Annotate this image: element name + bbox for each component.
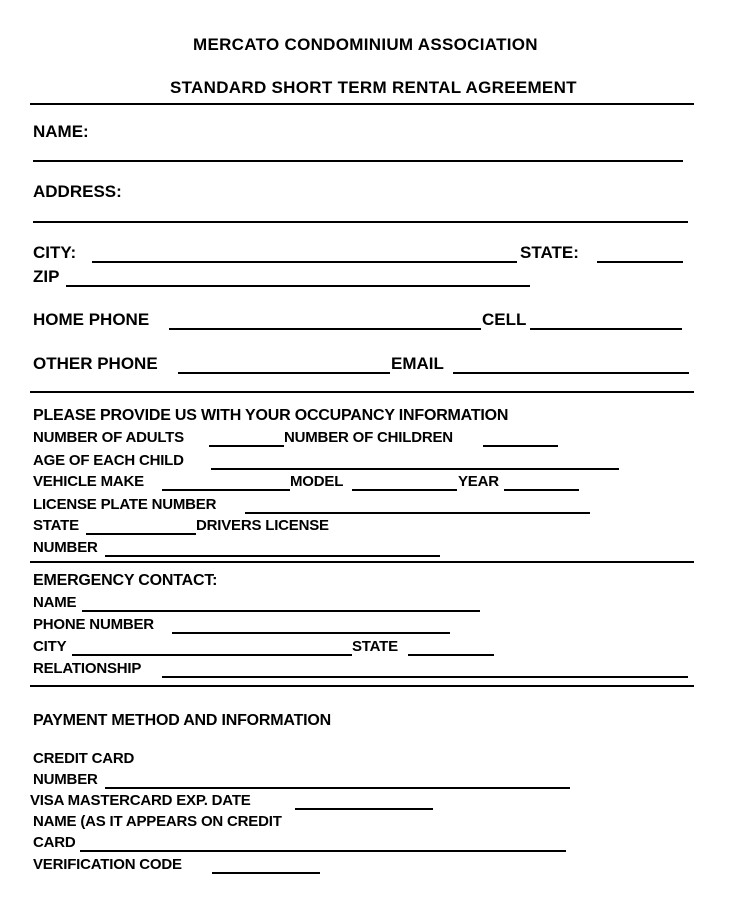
card-number-label: NUMBER bbox=[33, 771, 98, 788]
occupancy-divider bbox=[30, 561, 694, 563]
payment-heading: PAYMENT METHOD AND INFORMATION bbox=[33, 712, 331, 729]
header-divider bbox=[30, 103, 694, 105]
state-field[interactable] bbox=[597, 261, 683, 263]
emergency-divider bbox=[30, 685, 694, 687]
adults-label: NUMBER OF ADULTS bbox=[33, 429, 184, 446]
address-label: ADDRESS: bbox=[33, 182, 122, 201]
adults-field[interactable] bbox=[209, 445, 284, 447]
exp-date-field[interactable] bbox=[295, 808, 433, 810]
year-label: YEAR bbox=[458, 473, 499, 490]
emergency-name-label: NAME bbox=[33, 594, 77, 611]
verification-field[interactable] bbox=[212, 872, 320, 874]
email-label: EMAIL bbox=[391, 354, 444, 373]
age-child-field[interactable] bbox=[211, 468, 619, 470]
license-number-field[interactable] bbox=[105, 555, 440, 557]
name-on-card-field[interactable] bbox=[80, 850, 566, 852]
name-field[interactable] bbox=[33, 160, 683, 162]
vehicle-make-label: VEHICLE MAKE bbox=[33, 473, 144, 490]
verification-label: VERIFICATION CODE bbox=[33, 856, 182, 873]
vehicle-state-field[interactable] bbox=[86, 533, 196, 535]
name-label: NAME: bbox=[33, 122, 89, 141]
children-field[interactable] bbox=[483, 445, 558, 447]
city-label: CITY: bbox=[33, 243, 77, 262]
children-label: NUMBER OF CHILDREN bbox=[284, 429, 453, 446]
plate-label: LICENSE PLATE NUMBER bbox=[33, 496, 217, 513]
state-label: STATE: bbox=[520, 243, 579, 262]
emergency-heading: EMERGENCY CONTACT: bbox=[33, 572, 218, 589]
home-phone-label: HOME PHONE bbox=[33, 310, 150, 329]
contact-divider bbox=[30, 391, 694, 393]
zip-label: ZIP bbox=[33, 267, 60, 286]
visa-mastercard-label: VISA MASTERCARD EXP. DATE bbox=[30, 792, 251, 809]
license-number-label: NUMBER bbox=[33, 539, 98, 556]
name-on-card-label: NAME (AS IT APPEARS ON CREDIT bbox=[33, 813, 282, 830]
other-phone-label: OTHER PHONE bbox=[33, 354, 158, 373]
emergency-city-label: CITY bbox=[33, 638, 67, 655]
credit-card-label: CREDIT CARD bbox=[33, 750, 135, 767]
model-field[interactable] bbox=[352, 489, 457, 491]
vehicle-state-label: STATE bbox=[33, 517, 79, 534]
cell-field[interactable] bbox=[530, 328, 682, 330]
emergency-state-label: STATE bbox=[352, 638, 398, 655]
emergency-phone-label: PHONE NUMBER bbox=[33, 616, 154, 633]
relationship-field[interactable] bbox=[162, 676, 688, 678]
year-field[interactable] bbox=[504, 489, 579, 491]
home-phone-field[interactable] bbox=[169, 328, 481, 330]
form-title: MERCATO CONDOMINIUM ASSOCIATION bbox=[193, 35, 538, 54]
card-label: CARD bbox=[33, 834, 76, 851]
plate-field[interactable] bbox=[245, 512, 590, 514]
emergency-name-field[interactable] bbox=[82, 610, 480, 612]
city-field[interactable] bbox=[92, 261, 517, 263]
model-label: MODEL bbox=[290, 473, 344, 490]
cell-label: CELL bbox=[482, 310, 527, 329]
occupancy-heading: PLEASE PROVIDE US WITH YOUR OCCUPANCY INFORMATION bbox=[33, 407, 509, 424]
relationship-label: RELATIONSHIP bbox=[33, 660, 142, 677]
emergency-state-field[interactable] bbox=[408, 654, 494, 656]
card-number-field[interactable] bbox=[105, 787, 570, 789]
emergency-phone-field[interactable] bbox=[172, 632, 450, 634]
drivers-license-label: DRIVERS LICENSE bbox=[196, 517, 329, 534]
emergency-city-field[interactable] bbox=[72, 654, 352, 656]
other-phone-field[interactable] bbox=[178, 372, 390, 374]
vehicle-make-field[interactable] bbox=[162, 489, 290, 491]
age-child-label: AGE OF EACH CHILD bbox=[33, 452, 184, 469]
address-field[interactable] bbox=[33, 221, 688, 223]
form-subtitle: STANDARD SHORT TERM RENTAL AGREEMENT bbox=[170, 78, 577, 97]
zip-field[interactable] bbox=[66, 285, 530, 287]
email-field[interactable] bbox=[453, 372, 689, 374]
